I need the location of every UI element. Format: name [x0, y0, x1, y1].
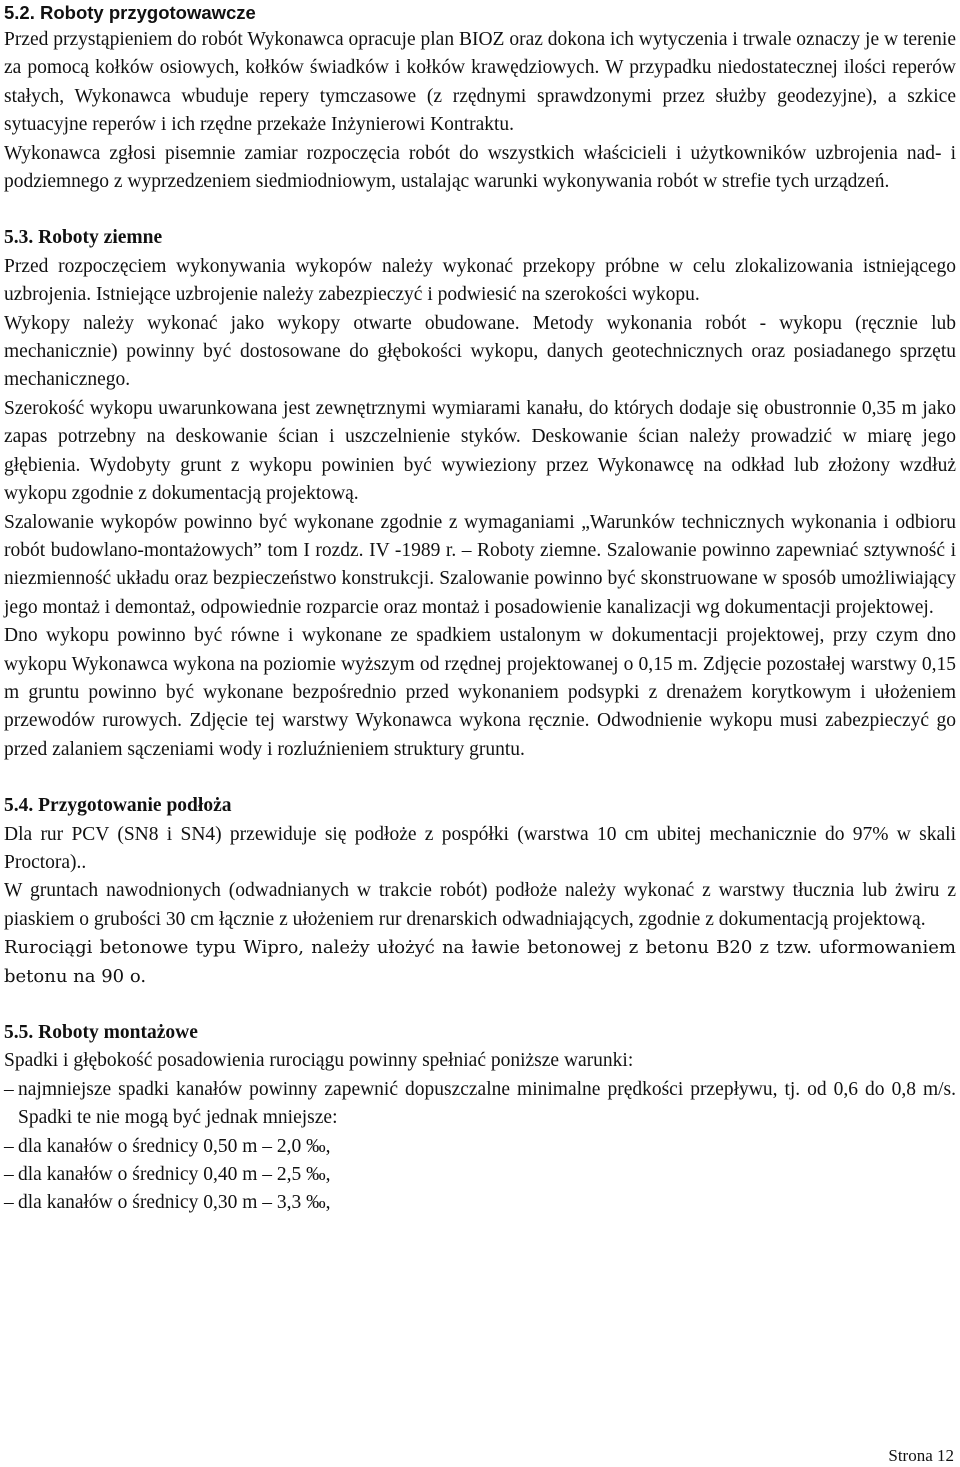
section-heading-5-3: 5.3. Roboty ziemne [4, 227, 163, 249]
paragraph: Spadki i głębokość posadowienia rurociągu powinny spełniać poniższe warunki: [4, 1050, 634, 1072]
spacer [4, 764, 956, 792]
paragraph: Szerokość wykopu uwarunkowana jest zewnętrznymi wymiarami kanału, do których dodaje się obustronnie 0,35 m jako zapas potrzebny na deskowanie ścian i uszczelnienie styków. Deskowanie ścian należy prowadzić w miarę jego głębienia. Wydobyty grunt z wykopu powinien być wywieziony przez Wykonawcę na odkład lub złożony wzdłuż wykopu zgodnie z dokumentacją projektową. [4, 397, 956, 505]
list-item [4, 1161, 956, 1189]
paragraph: Szalowanie wykopów powinno być wykonane zgodnie z wymaganiami „Warunków technicznych wykonania i odbioru robót budowlano-montażowych” tom I rozdz. IV -1989 r. – Roboty ziemne. Szalowanie powinno zapewniać sztywność i niezmienność układu oraz bezpieczeństwo konstrukcji. Szalowanie powinno być skonstruowane w sposób umożliwiający jego montaż i demontaż, odpowiednie rozparcie oraz montaż i posadowienie kanalizacji wg dokumentacji projektowej. [4, 511, 956, 618]
dash-bullet: – [4, 1192, 14, 1214]
list-item-text: dla kanałów o średnicy 0,40 m – 2,5 ‰, [18, 1164, 331, 1186]
paragraph: W gruntach nawodnionych (odwadnianych w trakcie robót) podłoże należy wykonać z warstwy tłucznia lub żwiru z piaskiem o grubości 30 cm łącznie z ułożeniem rur drenarskich odwadniających, zgodnie z dokumentacją projektową. [4, 880, 956, 930]
dash-bullet: – [4, 1078, 14, 1100]
list-item [4, 1189, 956, 1217]
list-item-text: dla kanałów o średnicy 0,30 m – 3,3 ‰, [18, 1192, 331, 1214]
paragraph: Rurociągi betonowe typu Wipro, należy ułożyć na ławie betonowej z betonu B20 z tzw. uformowaniem betonu na 90 o. [4, 937, 956, 987]
list-item [4, 1076, 956, 1133]
paragraph: Przed przystąpieniem do robót Wykonawca opracuje plan BIOZ oraz dokona ich wytyczenia i trwale oznaczy je w terenie za pomocą kołków osiowych, kołków świadków i kołków krawędziowych. W przypadku niedostatecznej ilości reperów stałych, Wykonawca wbuduje repery tymczasowe (z rzędnymi sprawdzonymi przez służby geodezyjne), a szkice sytuacyjne reperów i ich rzędne przekaże Inżynierowi Kontraktu. [4, 29, 956, 136]
paragraph: Przed rozpoczęciem wykonywania wykopów należy wykonać przekopy próbne w celu zlokalizowania istniejącego uzbrojenia. Istniejące uzbrojenie należy zabezpieczyć i podwiesić na szerokości wykopu. [4, 255, 956, 306]
section-heading-5-4: 5.4. Przygotowanie podłoża [4, 795, 232, 817]
paragraph: Wykonawca zgłosi pisemnie zamiar rozpoczęcia robót do wszystkich właścicieli i użytkowników uzbrojenia nad- i podziemnego z wyprzedzeniem siedmiodniowym, ustalając warunki wykonywania robót w strefie tych urządzeń. [4, 142, 956, 193]
section-heading-5-5: 5.5. Roboty montażowe [4, 1022, 198, 1043]
spacer [4, 991, 956, 1019]
paragraph: Dla rur PCV (SN8 i SN4) przewiduje się podłoże z pospółki (warstwa 10 cm ubitej mechanicznie do 97% w skali Proctora).. [4, 823, 956, 873]
document-page [4, 0, 956, 1218]
spacer [4, 196, 956, 224]
list-item-text: dla kanałów o średnicy 0,50 m – 2,0 ‰, [18, 1135, 331, 1157]
paragraph: Dno wykopu powinno być równe i wykonane ze spadkiem ustalonym w dokumentacji projektowej, przy czym dno wykopu Wykonawca wykona na poziomie wyższym od rzędnej projektowanej o 0,15 m. Zdjęcie pozostałej warstwy 0,15 m gruntu powinno być wykonane bezpośrednio przed wykonaniem podsypki z drenażem korytkowym i ułożeniem przewodów rurowych. Zdjęcie tej warstwy Wykonawca wykona ręcznie. Odwodnienie wykopu musi zabezpieczyć go przed zalaniem sączeniami wody i rozluźnieniem struktury gruntu. [4, 625, 956, 760]
paragraph: Wykopy należy wykonać jako wykopy otwarte obudowane. Metody wykonania robót - wykopu (ręcznie lub mechanicznie) powinny być dostosowane do głębokości wykopu, danych geotechnicznych oraz posiadanego sprzętu mechanicznego. [4, 312, 956, 391]
list-item [4, 1133, 956, 1161]
dash-bullet: – [4, 1164, 14, 1186]
dash-bullet: – [4, 1135, 14, 1157]
list-item-text: najmniejsze spadki kanałów powinny zapewnić dopuszczalne minimalne prędkości przepływu, tj. od 0,6 do 0,8 m/s. Spadki te nie mogą być jednak mniejsze: [18, 1078, 956, 1129]
page-number: Strona 12 [888, 1446, 954, 1465]
section-heading-5-2: 5.2. Roboty przygotowawcze [4, 2, 256, 23]
